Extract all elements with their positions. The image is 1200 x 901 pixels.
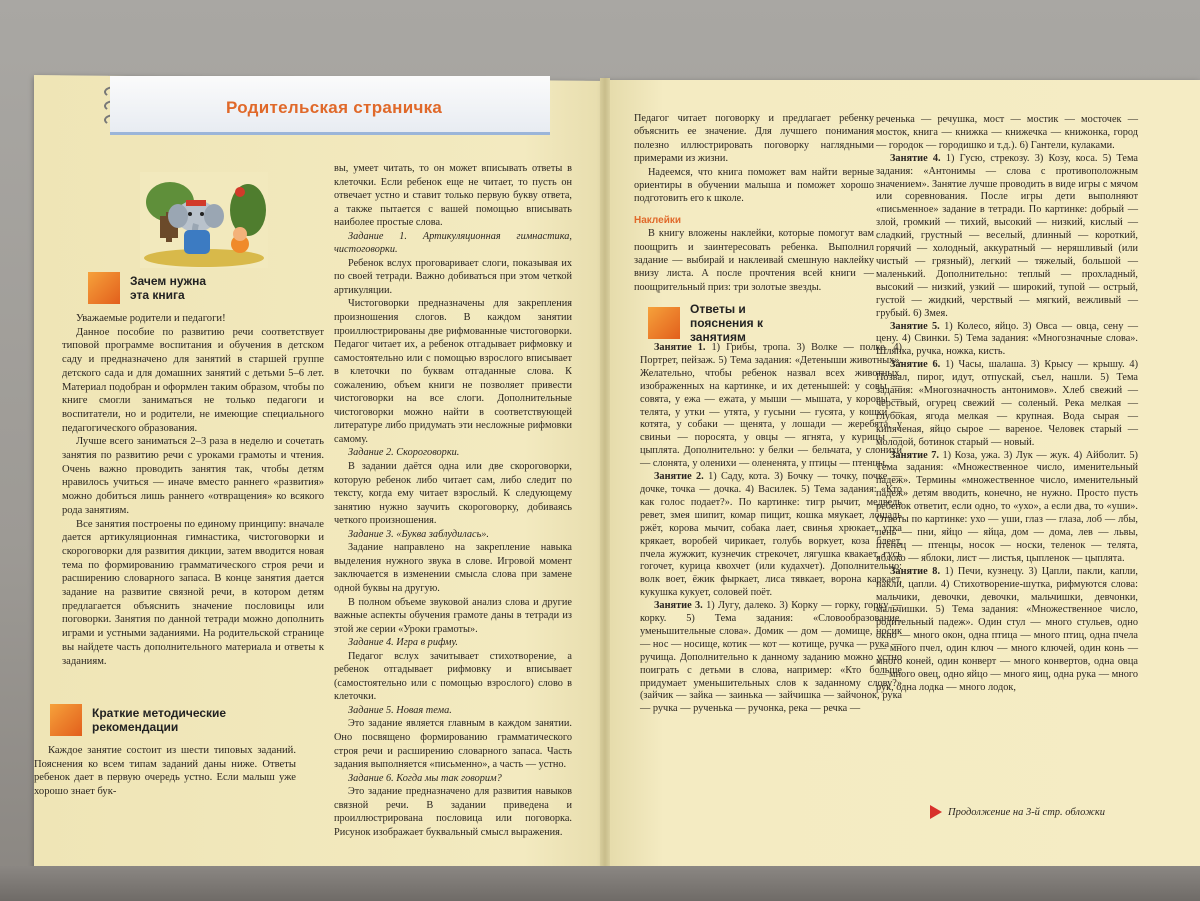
answer-paragraph: Занятие 7. 1) Коза, ужа. 3) Лук — жук. 4) Айболит. 5) Тема задания: «Множественное число, именительный падеж». Термины «множественное число, именительный падеж» детям вводить, конечно, не нужно. Просто пусть ребенок ответит, если одно, то «ухо», а если два, то «уши». Ответы по картинке: ухо — уши, глаз — глаза, лоб — лбы, пень — пни, яйцо — яйца, дом — дома, лев — львы, птенец — птенцы, носок — носки, теленок — телята, яблоко — яблоки, лист — листья, цыпленок — цыплята. bbox=[876, 449, 1138, 564]
left-column-2 bbox=[334, 162, 572, 839]
table-edge-shadow bbox=[0, 866, 1200, 901]
page-header-banner bbox=[110, 76, 550, 135]
red-triangle-icon bbox=[930, 805, 942, 819]
task-heading: Задание 6. Когда мы так говорим? bbox=[348, 772, 502, 784]
paragraph: вы, умеет читать, то он может вписывать ответы в клеточки. Если ребенок еще не читает, то пусть он отвечает устно и ставит только первую букву ответа, а также пытается с вашей помощью вписывать наиболее простые слова. bbox=[334, 163, 572, 229]
answer-paragraph: Занятие 2. 1) Саду, кота. 3) Бочку — точку, почке — дочке, точка — дочка. 4) Василек. 5) Тема задания: «Кто как голос подает?». По картинке: тигр рычит, медведь ревет, змея шипит, комар пищит, кошка мяукает, лошадь ржёт, корова мычит, собака лает, свинья хрюкает, утка крякает, воробей чирикает, голубь воркует, коза блеет, пчела жужжит, кузнечик стрекочет, лягушка квакает, гусь гогочет, курица квохчет (или кудахчет). Дополнительно: волк воет, ёжик фыркает, лиса тявкает, ворона каркает, кукушка кукует, соловей поёт. bbox=[640, 471, 902, 599]
right-column-2 bbox=[876, 114, 1138, 695]
task-heading: Задание 4. Игра в рифму. bbox=[348, 637, 458, 649]
paragraph: Это задание является главным в каждом занятии. Оно посвящено формированию грамматического строя речи и расширению словарного запаса. Часть задания выполняется «письменно», а часть — устно. bbox=[334, 718, 572, 771]
answer-paragraph: Занятие 1. 1) Грибы, тропа. 3) Волке — полке. 4) Портрет, пейзаж. 5) Тема задания: «Детеныши животных». Желательно, чтобы ребенок назвал всех животных, изображенных на картинке, и их детенышей: у совы — совята, у ежа — ежата, у мыши — мышата, у коровы — телята, у утки — утята, у гусыни — гусята, у кошки — котята, у собаки — щенята, у лошади — жеребята, у свиньи — поросята, у овцы — ягнята, у курицы — цыплята. Дополнительно: у белки — бельчата, у слонихи — слонята, у оленихи — олененята, у птицы — птенцы. bbox=[640, 342, 902, 470]
paragraph: Данное пособие по развитию речи соответствует типовой программе воспитания и обучения в детском саду и предназначено для занятий в старшей группе детского сада и для домашних занятий с детьми 5–6 лет. Материал подобран и оформлен таким образом, чтобы по книге смогли заниматься не только педагоги и воспитатели, но и родители, не имеющие специального педагогического образования. bbox=[62, 326, 324, 434]
continuation-note: Продолжение на 3-й стр. обложки bbox=[930, 805, 1105, 819]
paragraph: Надеемся, что книга поможет вам найти верные ориентиры в обучении малыша и поможет хорошо подготовить его к школе. bbox=[634, 166, 874, 205]
section-heading-recommendations: Краткие методические рекомендации bbox=[50, 704, 252, 736]
paragraph: Каждое занятие состоит из шести типовых заданий. Пояснения ко всем типам заданий даны ниже. Ответы ребенок дает в первую очередь устно. Если малыш уже хорошо знает бук- bbox=[34, 745, 296, 798]
answer-paragraph: Занятие 6. 1) Часы, шалаша. 3) Крысу — крышу. 4) Позвал, пирог, идут, отпускай, съел, нашли. 5) Тема задания: «Многозначность антонимов». Хлеб свежий — черствый, огурец свежий — соленый. Река мелкая — глубокая, ягода мелкая — крупная. Вода сырая — кипяченая, яйцо сырое — вареное. Человек старый — молодой, ботинок старый — новый. bbox=[876, 359, 1139, 448]
paragraph: В задании даётся одна или две скороговорки, которую ребенок либо читает сам, либо следит по тексту, когда ему читает взрослый. К следующему занятию нужно заучить скороговорку, добиваясь четкого произношения. bbox=[334, 461, 572, 527]
stickers-heading: Наклейки bbox=[634, 214, 681, 226]
book-gutter bbox=[600, 78, 610, 874]
paragraph: Педагог вслух зачитывает стихотворение, а ребенок отгадывает рифмовку и вписывает (самостоятельно или с помощью взрослого) слово в клеточки. bbox=[334, 650, 572, 703]
answer-paragraph: Занятие 4. 1) Гусю, стрекозу. 3) Козу, коса. 5) Тема задания: «Антонимы — слова с противоположным значением». Занятие лучше проводить в виде игры с мячом или соревнования. После игры дети выполняют «письменное» задание в тетради. По картинке: добрый — злой, громкий — тихий, высокий — низкий, кислый — сладкий, грустный — веселый, длинный — короткий, горячий — холодный, аккуратный — неряшливый (или чистый — грязный), легкий — тяжелый, большой — маленький. Дополнительно: теплый — прохладный, высокий — низкий, узкий — широкий, тупой — острый, густой — жидкий, черствый — мягкий, вежливый — грубый. 6) Змея. bbox=[876, 152, 1138, 319]
section-heading-answers: Ответы и пояснения к занятиям bbox=[648, 302, 810, 344]
task-heading: Задание 5. Новая тема. bbox=[348, 704, 452, 716]
task-heading: Задание 1. Артикуляционная гимнастика, чистоговорки. bbox=[334, 230, 572, 256]
left-column-1 bbox=[62, 312, 324, 668]
orange-square-icon bbox=[648, 307, 680, 339]
left-column-1-tail bbox=[34, 744, 296, 799]
orange-square-icon bbox=[50, 704, 82, 736]
answer-paragraph: Занятие 8. 1) Печи, кузнецу. 3) Цапли, пакли, капли, пакли, цапли. 4) Стихотворение-шутка, рифмуются слова: мальчики, девочки, девочки, мальчишки, девчонки, мальчишки. 5) Тема задания: «Множественное число, родительный падеж». Один стул — много стульев, одно окно — много окон, одна птица — много птиц, одна пчела — много пчел, один ключ — много ключей, один конь — много коней, один конверт — много конвертов, одна овца — много овец, одно яйцо — много яиц, одна рука — много рук, одна лодка — много лодок, bbox=[876, 565, 1138, 693]
paragraph: В полном объеме звуковой анализ слова и другие важные аспекты обучения грамоте даны в тетради из этой же серии «Уроки грамоты». bbox=[334, 596, 572, 635]
paragraph: Задание направлено на закрепление навыка выделения нужного звука в слове. Игровой момент заключается в изменении смысла слова при замене одной буквы на другую. bbox=[334, 542, 572, 594]
page-title: Родительская страничка bbox=[226, 98, 443, 117]
right-column-1 bbox=[634, 112, 874, 294]
paragraph: Все занятия построены по единому принципу: вначале дается артикуляционная гимнастика, чистоговорки и скороговорки для развития дикции, затем вводится новая тема по формированию грамматического строя речи и расширению словарного запаса. В конце занятия дается задание на развитие связной речи, в котором детям предлагается объяснить значение пословицы или поговорки. Занятия по данной тетради можно дополнить играми и устными заданиями. На родительской странице вы найдете часть дополнительного материала и ответы к заданиям. bbox=[62, 518, 324, 667]
section-heading-why: Зачем нужна эта книга bbox=[88, 272, 220, 304]
task-heading: Задание 2. Скороговорки. bbox=[348, 447, 460, 459]
answer-paragraph: Занятие 5. 1) Колесо, яйцо. 3) Овса — овца, сену — цену. 4) Свинки. 5) Тема задания: «Многозначные слова». Шляпка, ручка, ножка, кисть. bbox=[876, 320, 1139, 358]
paragraph: Ребенок вслух проговаривает слоги, показывая их по своей тетради. Важно добиваться при этом четкой артикуляции. bbox=[334, 257, 572, 296]
paragraph: Уважаемые родители и педагоги! bbox=[76, 313, 226, 324]
answer-paragraph: Занятие 3. 1) Лугу, далеко. 3) Корку — горку, горку — корку. 5) Тема задания: «Словообразование, уменьшительные слова». Домик — дом — домище, носик — нос — носище, котик — кот — котище, ручка — рука — ручища. Дополнительно к данному заданию можно устно поиграть с детьми в слова, например: «Кто больше придумает уменьшительных слов к заданному слову?» (зайчик — зайка — заинька — зайчишка — зайчонок, рука — ручка — рученька — ручонка, река — речка — bbox=[640, 600, 903, 715]
paragraph: Это задание предназначено для развития навыков связной речи. В задании приведена и проиллюстрирована пословица или поговорка. Рисунок изображает буквальный смысл выражения. bbox=[334, 786, 572, 838]
orange-square-icon bbox=[88, 272, 120, 304]
paragraph: реченька — речушка, мост — мостик — мосточек — мосток, книга — книжка — книжечка — книжонка, город — городок — городишко и т.д.). 6) Гантели, кулаками. bbox=[876, 114, 1138, 151]
paragraph: В книгу вложены наклейки, которые помогут вам поощрить и заинтересовать ребенка. Выполнил задание — выбирай и наклеивай смешную наклейку внизу листа. А после прочтения всей книги — поощрительный приз: три золотые звезды. bbox=[634, 228, 874, 293]
elephant-illustration bbox=[140, 172, 268, 268]
paragraph: Лучше всего заниматься 2–3 раза в неделю и сочетать занятия по развитию речи с уроками грамоты и чтения. Очень важно проводить занятия так, чтобы детям нравилось учиться — иначе вместо раннего «развития» можно добиться лишь раннего «отвращения» ко всякого рода занятиям. bbox=[62, 436, 324, 516]
paragraph: Чистоговорки предназначены для закрепления произношения слогов. В каждом занятии проиллюстрированы две рифмованные чистоговорки. Педагог читает их, а ребенок отгадывает рифмовку и самостоятельно или с помощью взрослого вписывает в клеточки по буквам отгаданные слова. К сожалению, объем книги не позволяет привести чистоговорки на все слоги. Дополнительные чистоговорки можно найти в соответствующей литературе либо придумать эти несложные рифмовки самому. bbox=[334, 298, 572, 445]
task-heading: Задание 3. «Буква заблудилась». bbox=[348, 528, 489, 540]
paragraph: Педагог читает поговорку и предлагает ребенку объяснить ее значение. Для лучшего понимания полезно иллюстрировать поговорку наглядными примерами из жизни. bbox=[634, 113, 874, 165]
right-column-1-answers bbox=[640, 342, 902, 716]
